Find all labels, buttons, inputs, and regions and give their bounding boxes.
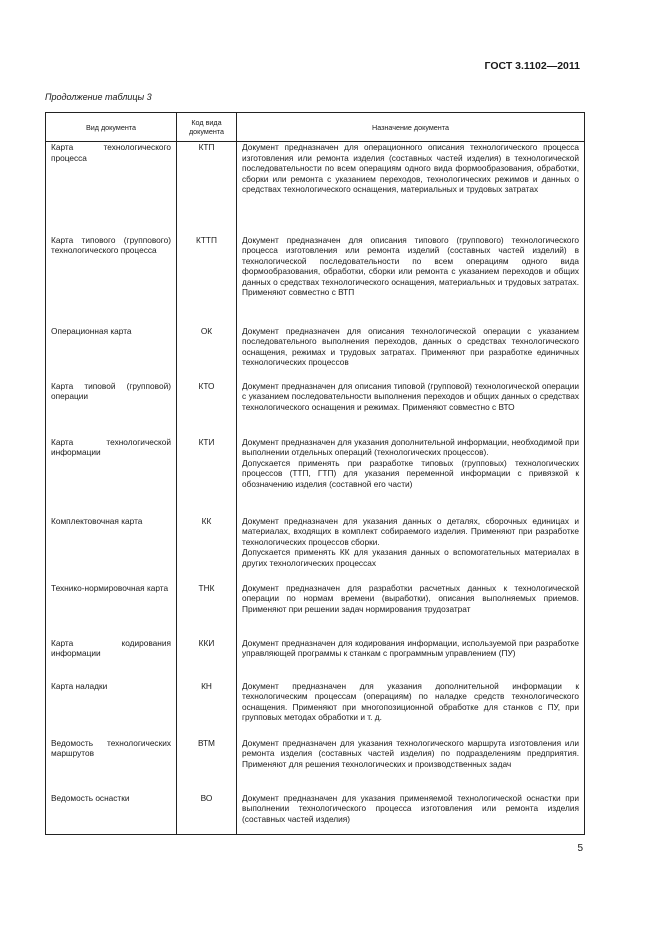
doc-type-code: КТП [177, 142, 237, 235]
description-paragraph: Документ предназначен для описания типовой (групповой) технологической операции с указанием последовательности выполнения переходов и общих данных о средствах технологического оснащения и режимах. Применяют совместно с ВТО [242, 380, 579, 412]
doc-type-name: Карта наладки [46, 681, 177, 738]
doc-type-description [237, 142, 585, 235]
doc-type-code: ККИ [177, 638, 237, 681]
doc-type-code: ОК [177, 326, 237, 381]
description-paragraph: Документ предназначен для указания технологического маршрута изготовления или ремонта изделия (составных частей изделия) по подразделениям предприятия. Применяют для решения технологических и производственных задач [242, 737, 579, 769]
document-types-table [45, 112, 585, 835]
table-row [46, 516, 585, 583]
description-paragraph: Документ предназначен для указания дополнительной информации к технологическим процессам (операциям) по наладке средств технологического оснащения. Применяют при многопозиционной обработке для станков с ПУ, при групповых методах обработки и т. д. [242, 680, 579, 723]
table-row [46, 681, 585, 738]
doc-type-code: КТО [177, 381, 237, 437]
table-row [46, 235, 585, 326]
table-row [46, 583, 585, 638]
doc-type-name: Карта типового (группового) технологического процесса [46, 235, 177, 326]
doc-type-description [237, 793, 585, 835]
description-paragraph: Документ предназначен для указания данных о деталях, сборочных единицах и материалах, входящих в комплект собираемого изделия. Применяют при разработке технологических процессов сборки. [242, 515, 579, 547]
description-paragraph: Допускается применять КК для указания данных о вспомогательных материалах в других технологических процессах [242, 547, 579, 568]
description-paragraph: Документ предназначен для разработки расчетных данных к технологической операции по нормам времени (выработки), описания выполняемых приемов. Применяют при решении задач нормирования трудозатрат [242, 582, 579, 614]
doc-type-code: ВО [177, 793, 237, 835]
doc-type-description [237, 681, 585, 738]
table-row [46, 793, 585, 835]
doc-type-name: Технико-нормировочная карта [46, 583, 177, 638]
description-paragraph: Документ предназначен для указания дополнительной информации, необходимой при выполнении отдельных операций (технологических процессов). [242, 436, 579, 458]
doc-type-name: Карта технологического процесса [46, 142, 177, 235]
doc-type-description [237, 516, 585, 583]
doc-type-description [237, 638, 585, 681]
table-header-row [46, 113, 585, 142]
doc-type-name: Комплектовочная карта [46, 516, 177, 583]
doc-type-name: Операционная карта [46, 326, 177, 381]
column-header-code: Код вида документа [177, 113, 237, 142]
table-row [46, 326, 585, 381]
doc-type-name: Ведомость оснастки [46, 793, 177, 835]
doc-type-code: КТИ [177, 437, 237, 516]
column-header-purpose: Назначение документа [237, 113, 585, 142]
description-paragraph: Документ предназначен для указания применяемой технологической оснастки при выполнении технологического процесса изготовления или ремонта изделия (составных частей изделия) [242, 792, 579, 824]
page-number: 5 [577, 843, 583, 854]
doc-type-name: Карта типовой (групповой) операции [46, 381, 177, 437]
doc-type-name: Карта кодирования информации [46, 638, 177, 681]
doc-type-code: КТТП [177, 235, 237, 326]
description-paragraph: Документ предназначен для описания технологической операции с указанием последовательного выполнения переходов, данных о средствах технологического оснащения, режимах и трудовых затратах. Применяют при разработке единичных технологических процессов [242, 325, 579, 368]
table-row [46, 381, 585, 437]
doc-type-code: ВТМ [177, 738, 237, 793]
table-row [46, 638, 585, 681]
description-paragraph: Документ предназначен для описания типового (группового) технологического процесса изготовления или ремонта изделий (составных частей изделий) в технологической последовательности по всем операциям одного вида формообразования, обработки, сборки или ремонта с указанием переходов и общих данных о средствах технологического оснащения, материальных и трудовых затратах. Применяют совместно с ВТП [242, 234, 579, 298]
document-code: ГОСТ 3.1102—2011 [484, 60, 580, 72]
doc-type-code: ТНК [177, 583, 237, 638]
doc-type-description [237, 381, 585, 437]
table-row [46, 437, 585, 516]
description-paragraph: Документ предназначен для операционного описания технологического процесса изготовления или ремонта изделия (составных частей изделия) в технологической последовательности по всем операциям одного вида формообразования, обработки, сборки или ремонта с указанием переходов, технологических режимов и данных о средствах технологического оснащения, материальных и трудовых затратах [242, 142, 579, 195]
doc-type-description [237, 235, 585, 326]
doc-type-code: КН [177, 681, 237, 738]
doc-type-description [237, 583, 585, 638]
table-caption: Продолжение таблицы 3 [45, 92, 152, 102]
description-paragraph: Допускается применять при разработке типовых (групповых) технологических процессов (ТТП, ГТП) для указания переменной информации с привязкой к обозначению изделия (составной его части) [242, 457, 579, 489]
doc-type-name: Ведомость технологических маршрутов [46, 738, 177, 793]
doc-type-description [237, 326, 585, 381]
doc-type-description [237, 738, 585, 793]
description-paragraph: Документ предназначен для кодирования информации, используемой при разработке управляющей программы к станкам с программным управлением (ПУ) [242, 637, 579, 659]
doc-type-code: КК [177, 516, 237, 583]
column-header-type: Вид документа [46, 113, 177, 142]
doc-type-name: Карта технологической информации [46, 437, 177, 516]
doc-type-description [237, 437, 585, 516]
table-row [46, 142, 585, 235]
table-row [46, 738, 585, 793]
